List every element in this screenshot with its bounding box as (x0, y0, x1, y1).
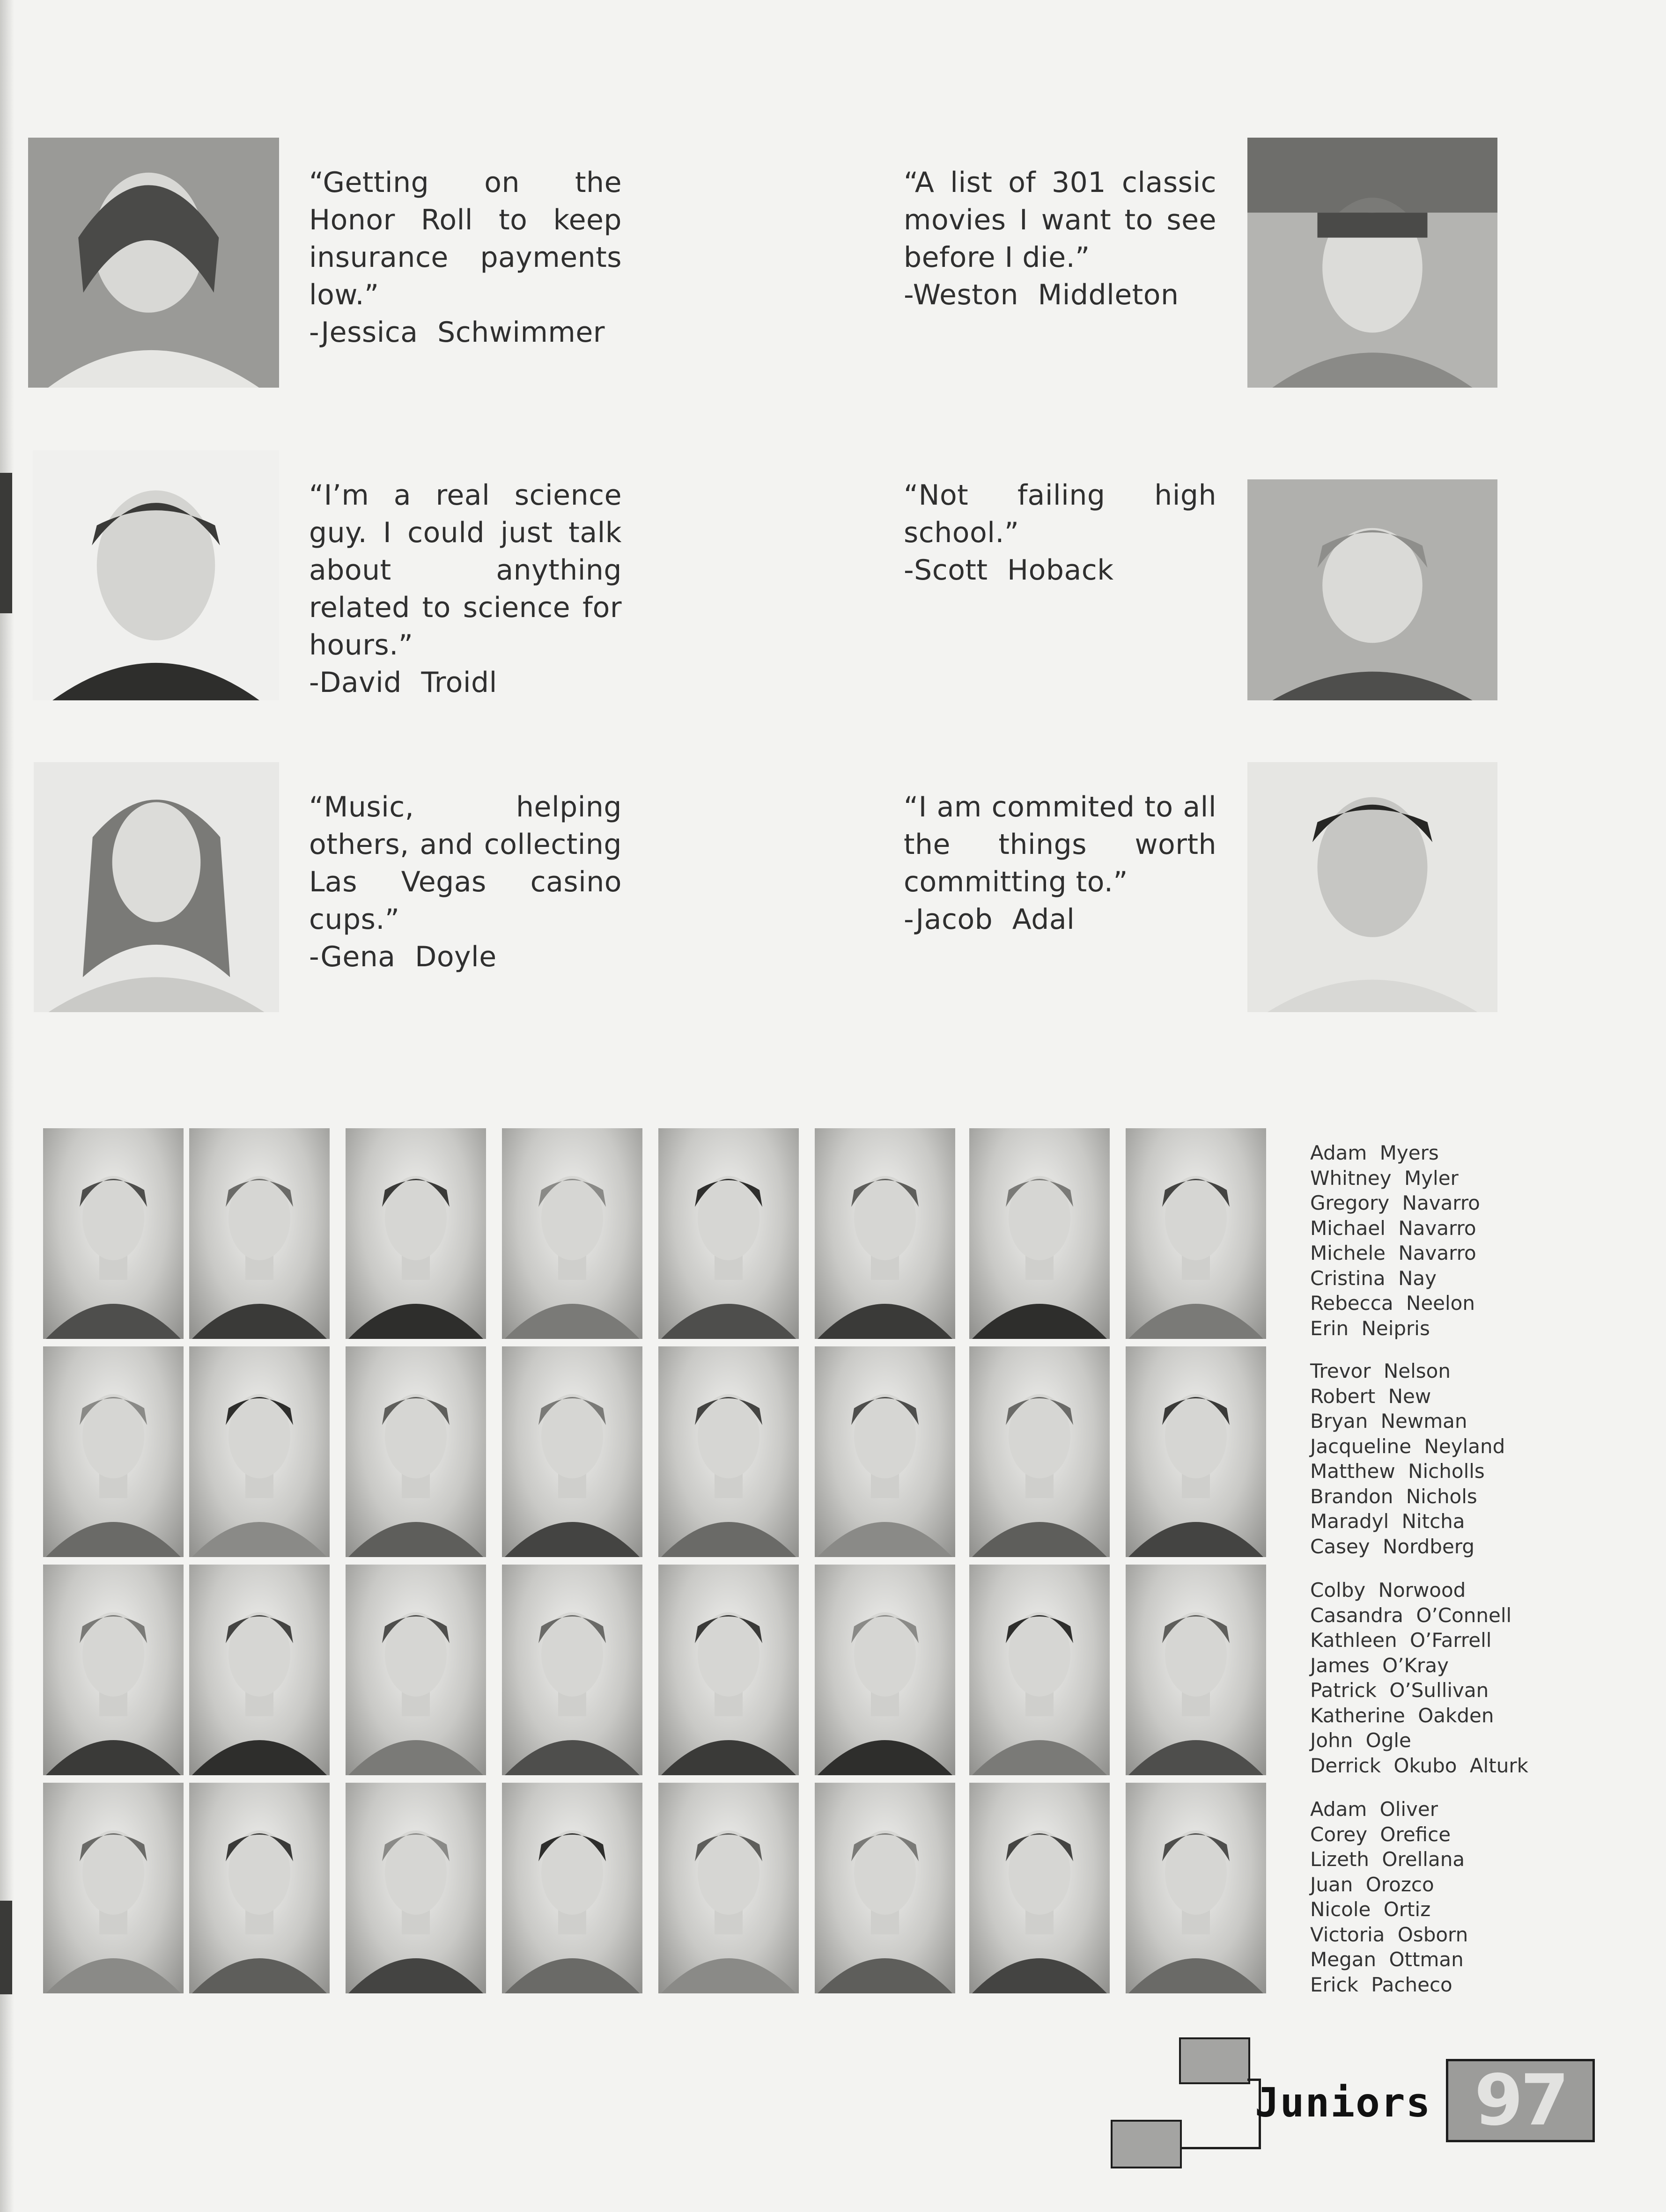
student-name: Adam Oliver (1310, 1798, 1438, 1821)
student-name: Erin Neipris (1310, 1316, 1430, 1340)
student-portrait (1126, 1565, 1266, 1775)
quote-text: “Getting on the Honor Roll to keep insurance payments low.” (309, 166, 622, 311)
student-portrait (502, 1565, 642, 1775)
quote-text: “Not failing high school.” (904, 479, 1216, 549)
student-portrait (815, 1128, 955, 1339)
student-portrait (346, 1346, 486, 1557)
student-name: Derrick Okubo Alturk (1310, 1754, 1528, 1777)
student-name: Adam Myers (1310, 1141, 1439, 1164)
student-name: Bryan Newman (1310, 1410, 1467, 1433)
student-portrait (502, 1346, 642, 1557)
student-name: Trevor Nelson (1310, 1360, 1451, 1382)
quote-author: -Gena Doyle (309, 941, 497, 973)
feature-photo-david (33, 450, 279, 700)
page-number: 97 (1446, 2059, 1595, 2142)
quote-block (309, 477, 622, 701)
feature-photo-scott (1247, 479, 1497, 700)
student-portrait (346, 1128, 486, 1339)
quote-author: -Weston Middleton (904, 279, 1179, 311)
student-name: Patrick O’Sullivan (1310, 1679, 1489, 1702)
name-list-row-1 (1310, 1140, 1480, 1341)
student-name: Megan Ottman (1310, 1948, 1464, 1971)
quote-text: “A list of 301 classic movies I want to see before I die.” (904, 166, 1216, 274)
student-name: Juan Orozco (1310, 1873, 1434, 1896)
student-name: Erick Pacheco (1310, 1973, 1452, 1996)
student-portrait (1126, 1128, 1266, 1339)
student-name: Lizeth Orellana (1310, 1848, 1465, 1871)
student-name: Brandon Nichols (1310, 1484, 1477, 1508)
student-portrait (658, 1128, 799, 1339)
student-portrait (969, 1346, 1110, 1557)
student-portrait (43, 1783, 184, 1993)
student-name: Kathleen O’Farrell (1310, 1629, 1492, 1652)
quote-author: -Jacob Adal (904, 903, 1075, 936)
feature-photo-jacob (1247, 762, 1497, 1012)
student-portrait (189, 1128, 330, 1339)
student-name: James O’Kray (1310, 1653, 1449, 1677)
quote-block (904, 788, 1216, 938)
binding-tab-mark (0, 1901, 12, 1994)
student-portrait (969, 1565, 1110, 1775)
student-name: Maradyl Nitcha (1310, 1510, 1465, 1533)
feature-photo-weston (1247, 138, 1497, 388)
quote-text: “Music, helping others, and collecting Las Vegas casino cups.” (309, 791, 622, 936)
quote-author: -Jessica Schwimmer (309, 316, 605, 349)
footer-decor-box (1179, 2037, 1250, 2084)
name-list-row-4 (1310, 1797, 1468, 1997)
student-name: Michael Navarro (1310, 1216, 1476, 1240)
quote-text: “I am commited to all the things worth committing to.” (904, 791, 1216, 898)
student-name: Matthew Nicholls (1310, 1460, 1485, 1483)
student-name: Jacqueline Neyland (1310, 1434, 1505, 1458)
quote-block (309, 788, 622, 976)
student-portrait (189, 1783, 330, 1993)
quote-author: -Scott Hoback (904, 554, 1114, 587)
student-portrait (346, 1565, 486, 1775)
student-portrait (1126, 1783, 1266, 1993)
quote-block (904, 164, 1216, 314)
student-name: Robert New (1310, 1384, 1431, 1408)
student-portrait (815, 1783, 955, 1993)
student-name: Michele Navarro (1310, 1242, 1476, 1264)
quote-block (309, 164, 622, 351)
student-name: John Ogle (1310, 1729, 1411, 1752)
student-name: Casandra O’Connell (1310, 1603, 1512, 1627)
student-portrait (189, 1565, 330, 1775)
student-name: Victoria Osborn (1310, 1923, 1468, 1946)
quote-author: -David Troidl (309, 666, 497, 699)
student-portrait (969, 1783, 1110, 1993)
student-portrait (43, 1565, 184, 1775)
student-name: Colby Norwood (1310, 1579, 1466, 1602)
footer-connector-line (1182, 2147, 1261, 2149)
student-name: Whitney Myler (1310, 1166, 1459, 1190)
binding-tab-mark (0, 473, 12, 613)
student-portrait (658, 1346, 799, 1557)
student-name: Cristina Nay (1310, 1266, 1437, 1290)
student-portrait (43, 1128, 184, 1339)
name-list-row-3 (1310, 1578, 1528, 1778)
student-portrait (969, 1128, 1110, 1339)
student-portrait (815, 1346, 955, 1557)
student-name: Gregory Navarro (1310, 1191, 1480, 1214)
feature-photo-gena (34, 762, 279, 1012)
student-name: Corey Orefice (1310, 1823, 1451, 1846)
student-portrait (658, 1565, 799, 1775)
page-binding-edge (0, 0, 14, 2212)
student-portrait (189, 1346, 330, 1557)
quote-block (904, 477, 1216, 589)
student-portrait (346, 1783, 486, 1993)
student-portrait (502, 1783, 642, 1993)
student-portrait (1126, 1346, 1266, 1557)
student-portrait (502, 1128, 642, 1339)
feature-photo-jessica (28, 138, 279, 388)
section-label: Juniors (1255, 2080, 1431, 2126)
student-name: Casey Nordberg (1310, 1535, 1474, 1558)
quote-text: “I’m a real science guy. I could just talk about anything related to science for hours.” (309, 479, 622, 661)
student-portrait (658, 1783, 799, 1993)
student-name: Katherine Oakden (1310, 1704, 1494, 1727)
student-portrait (815, 1565, 955, 1775)
name-list-row-2 (1310, 1359, 1505, 1559)
student-name: Nicole Ortiz (1310, 1898, 1431, 1921)
student-portrait (43, 1346, 184, 1557)
student-name: Rebecca Neelon (1310, 1292, 1475, 1315)
footer-decor-box (1111, 2120, 1182, 2168)
